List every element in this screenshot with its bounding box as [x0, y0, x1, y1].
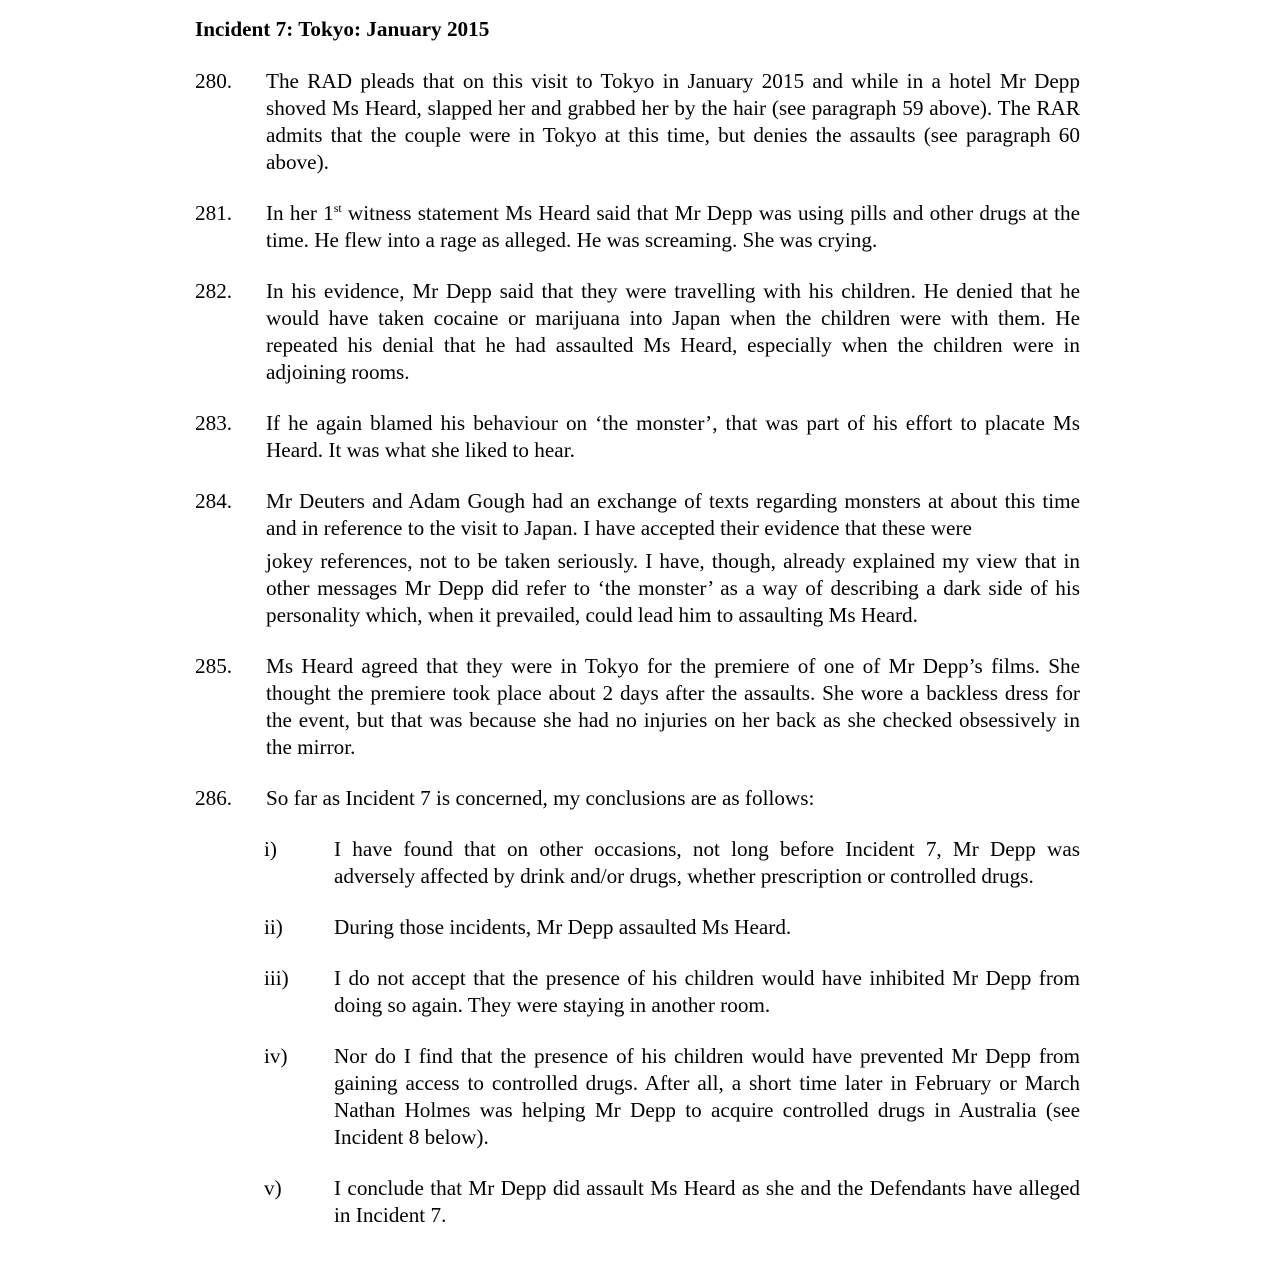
- paragraph-text: So far as Incident 7 is concerned, my conclusions are as follows:: [266, 786, 815, 810]
- ordinal-superscript: st: [333, 200, 342, 215]
- paragraph-text: Ms Heard agreed that they were in Tokyo for the premiere of one of Mr Depp’s films. She thought the premiere took place about 2 days after the assaults. She wore a backless dress for the event, but that was because she had no injuries on her back as she checked obsessively in the mirror.: [266, 654, 1080, 759]
- conclusion-number: iii): [264, 966, 289, 990]
- conclusion-number: ii): [264, 915, 283, 939]
- paragraph-281: [195, 200, 1080, 254]
- paragraph-text-rest: witness statement Ms Heard said that Mr Depp was using pills and other drugs at the time. He flew into a rage as alleged. He was screaming. She was crying.: [266, 201, 1080, 252]
- paragraph-number: 283.: [195, 411, 233, 435]
- section-heading: Incident 7: Tokyo: January 2015: [195, 17, 490, 41]
- paragraph-number: 281.: [195, 201, 233, 225]
- paragraph-number: 282.: [195, 279, 233, 303]
- paragraph-text: The RAD pleads that on this visit to Tokyo in January 2015 and while in a hotel Mr Depp shoved Ms Heard, slapped her and grabbed her by the hair (see paragraph 59 above). The RAR admits that the couple were in Tokyo at this time, but denies the assaults (see paragraph 60 above).: [266, 69, 1080, 174]
- paragraph-286: [195, 785, 1080, 812]
- conclusion-text: Nor do I find that the presence of his children would have prevented Mr Depp from gaining access to controlled drugs. After all, a short time later in February or March Nathan Holmes was helping Mr Depp to acquire controlled drugs in Australia (see Incident 8 below).: [334, 1044, 1080, 1149]
- paragraph-number: 285.: [195, 654, 233, 678]
- conclusion-item: [264, 1175, 1080, 1229]
- paragraph-number: 280.: [195, 69, 233, 93]
- conclusion-item: [264, 836, 1080, 890]
- paragraph-number: 284.: [195, 489, 233, 513]
- paragraph-282: [195, 278, 1080, 386]
- judgment-page: [195, 14, 1080, 1253]
- paragraph-text-start: In her 1: [266, 201, 334, 225]
- conclusion-text: I do not accept that the presence of his children would have inhibited Mr Depp from doing so again. They were staying in another room.: [334, 966, 1080, 1017]
- conclusion-item: [264, 1043, 1080, 1151]
- conclusion-text: I conclude that Mr Depp did assault Ms Heard as she and the Defendants have alleged in Incident 7.: [334, 1176, 1080, 1227]
- conclusion-number: v): [264, 1176, 282, 1200]
- paragraph-284: [195, 488, 1080, 629]
- conclusion-text: During those incidents, Mr Depp assaulted Ms Heard.: [334, 915, 792, 939]
- conclusion-number: iv): [264, 1044, 288, 1068]
- paragraph-text: [266, 488, 1080, 629]
- paragraph-text: [266, 200, 1080, 254]
- conclusion-text: I have found that on other occasions, not long before Incident 7, Mr Depp was adversely affected by drink and/or drugs, whether prescription or controlled drugs.: [334, 837, 1080, 888]
- paragraph-280: [195, 68, 1080, 176]
- conclusion-item: [264, 965, 1080, 1019]
- paragraph-text-part1: Mr Deuters and Adam Gough had an exchange of texts regarding monsters at about this time and in reference to the visit to Japan. I have accepted their evidence that these were: [266, 489, 1080, 540]
- paragraph-text: In his evidence, Mr Depp said that they were travelling with his children. He denied that he would have taken cocaine or marijuana into Japan when the children were with them. He repeated his denial that he had assaulted Ms Heard, especially when the children were in adjoining rooms.: [266, 279, 1080, 384]
- paragraph-number: 286.: [195, 786, 233, 810]
- paragraph-text: If he again blamed his behaviour on ‘the monster’, that was part of his effort to placate Ms Heard. It was what she liked to hear.: [266, 411, 1080, 462]
- conclusion-number: i): [264, 837, 277, 861]
- paragraph-285: [195, 653, 1080, 761]
- paragraph-text-part2: jokey references, not to be taken seriously. I have, though, already explained my view that in other messages Mr Depp did refer to ‘the monster’ as a way of describing a dark side of his personality which, when it prevailed, could lead him to assaulting Ms Heard.: [266, 549, 1080, 627]
- conclusion-item: [264, 914, 1080, 941]
- page-break-gap: [266, 542, 1080, 548]
- paragraph-283: [195, 410, 1080, 464]
